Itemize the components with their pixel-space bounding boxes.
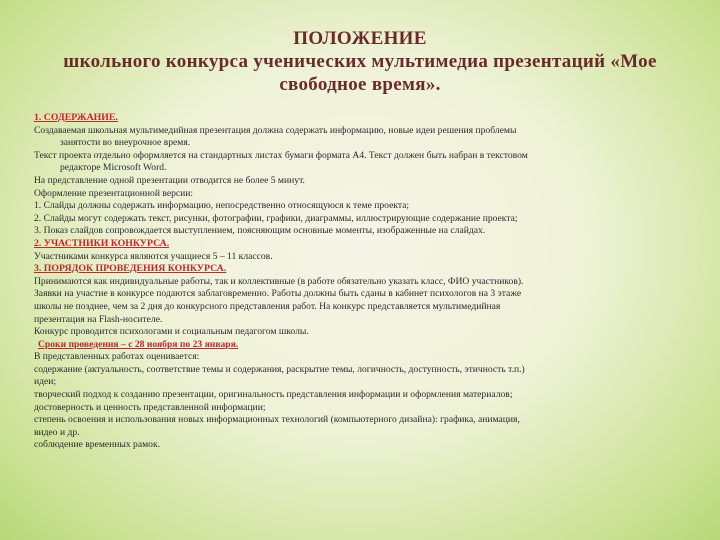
document-title (30, 27, 690, 96)
paragraph: Заявки на участие в конкурсе подаются заблаговременно. Работы должны быть сданы в кабинет психологов на 3 этаже (34, 288, 522, 300)
paragraph: Участниками конкурса являются учащиеся 5 – 11 классов. (34, 250, 273, 262)
paragraph: Текст проекта отдельно оформляется на стандартных листах бумаги формата А4. Текст должен быть набран в текстовом (34, 149, 528, 161)
section-heading-procedure: 3. ПОРЯДОК ПРОВЕДЕНИЯ КОНКУРСА. (34, 263, 227, 275)
deadline-text: Сроки проведения – с 28 ноября по 23 января. (38, 338, 239, 350)
paragraph: степень освоения и использования новых информационных технологий (компьютерного дизайна): графика, анимация, (34, 414, 520, 426)
paragraph: творческий подход к созданию презентации, оригинальность представления информации и оформления материалов; (34, 389, 513, 401)
section-heading-participants: 2. УЧАСТНИКИ КОНКУРСА. (34, 237, 170, 249)
title-line-3: свободное время». (279, 74, 441, 95)
paragraph: занятости во внеурочное время. (60, 137, 191, 149)
paragraph: школы не позднее, чем за 2 дня до конкурсного представления работ. На конкурс представляется мультимедийная (34, 300, 501, 312)
paragraph: В представленных работах оценивается: (34, 351, 200, 363)
section-heading-content: 1. СОДЕРЖАНИЕ. (34, 112, 118, 123)
paragraph: достоверность и ценность представленной информации; (34, 401, 266, 413)
title-line-1: ПОЛОЖЕНИЕ (293, 28, 427, 49)
list-item: 3. Показ слайдов сопровождается выступлением, поясняющим основные моменты, изображенные на слайдах. (34, 225, 486, 237)
paragraph: редакторе Microsoft Word. (60, 162, 167, 174)
title-line-2: школьного конкурса ученических мультимедиа презентаций «Мое (63, 51, 657, 72)
paragraph: Конкурс проводится психологами и социальным педагогом школы. (34, 326, 309, 338)
paragraph: идеи; (34, 376, 57, 388)
paragraph: Оформление презентационной версии: (34, 187, 194, 199)
paragraph: видео и др. (34, 426, 80, 438)
list-item: 1. Слайды должны содержать информацию, непосредственно относящуюся к теме проекта; (34, 200, 410, 212)
paragraph: содержание (актуальность, соответствие темы и содержания, раскрытие темы, логичность, доступность, этичность т.п.) (34, 363, 525, 375)
list-item: 2. Слайды могут содержать текст, рисунки, фотографии, графики, диаграммы, иллюстрирующие содержание проекта; (34, 212, 518, 224)
paragraph: Создаваемая школьная мультимедийная презентация должна содержать информацию, новые идеи решения проблемы (34, 124, 517, 136)
document-body (34, 112, 660, 452)
paragraph: На представление одной презентации отводится не более 5 минут. (34, 174, 305, 186)
paragraph: презентация на Flash-носителе. (34, 313, 163, 325)
paragraph: соблюдение временных рамок. (34, 439, 161, 451)
paragraph: Принимаются как индивидуальные работы, так и коллективные (в работе обязательно указать класс, ФИО участников). (34, 275, 524, 287)
